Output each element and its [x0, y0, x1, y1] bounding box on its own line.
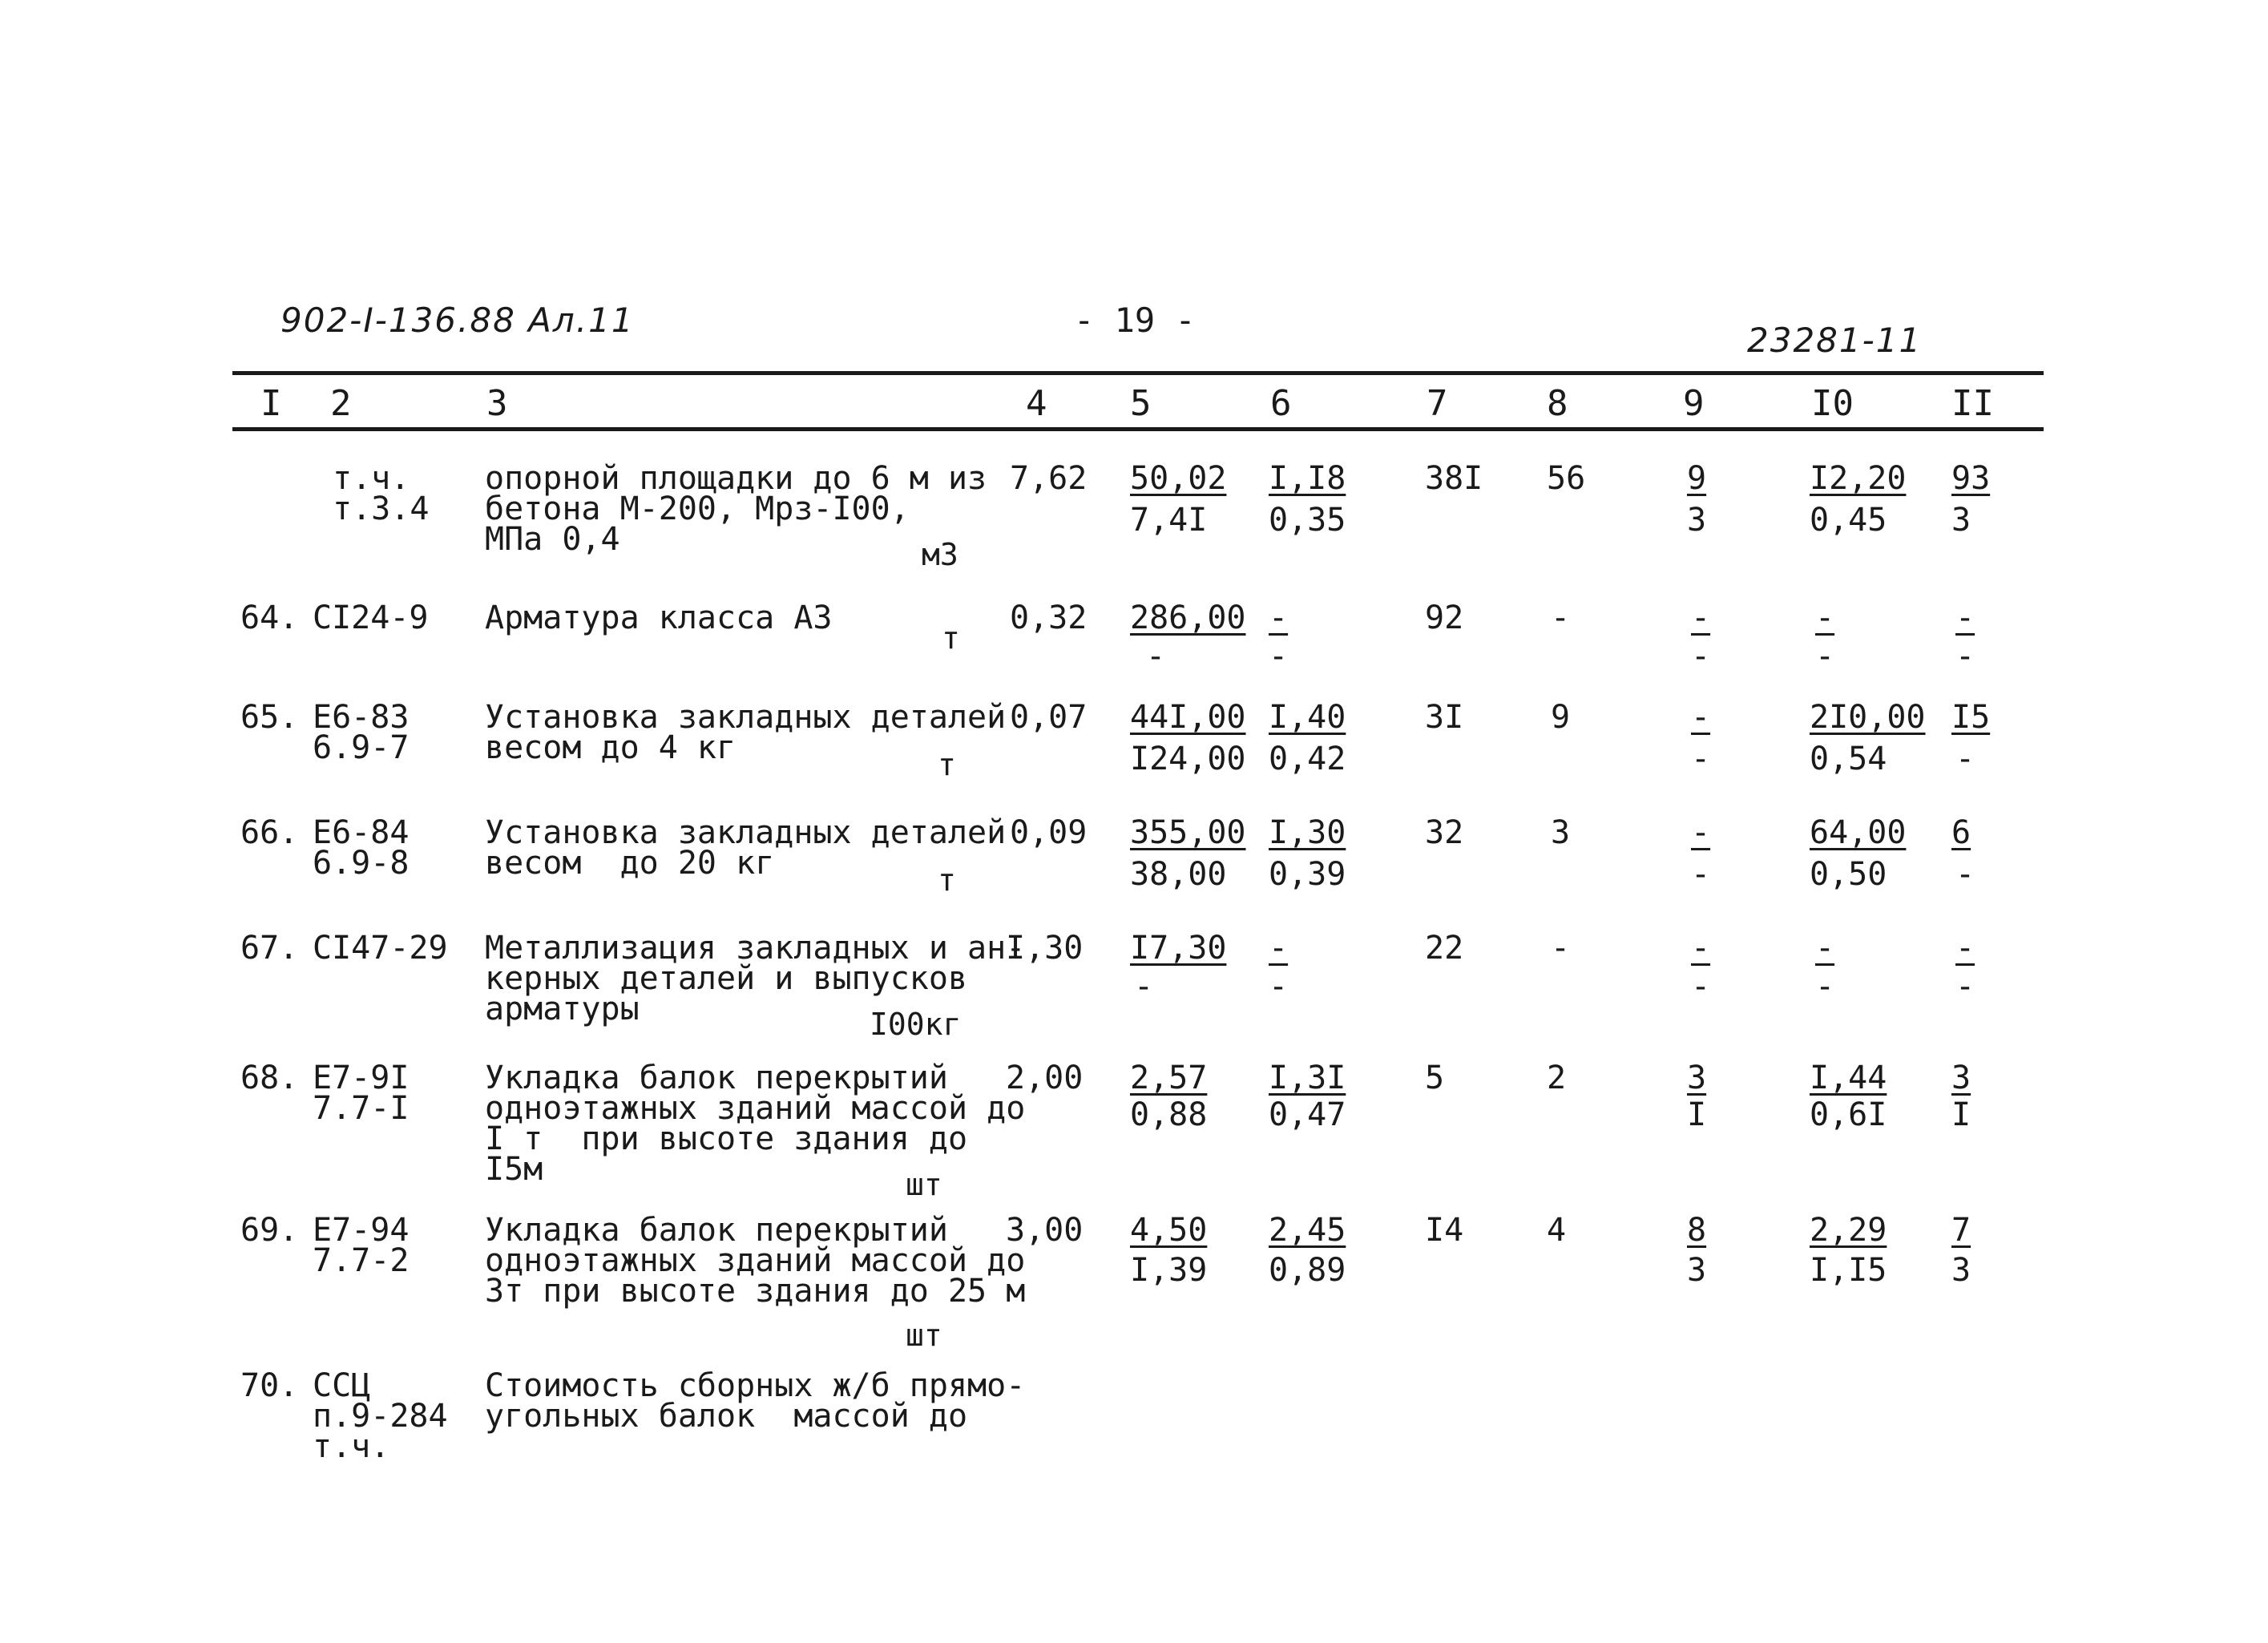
col10-bottom: 0,6I	[1810, 1096, 1887, 1133]
row-description: Установка закладных деталей весом до 4 кг	[485, 699, 1007, 766]
col11-top: 7	[1951, 1212, 1971, 1249]
row-unit: т	[938, 862, 956, 898]
col11-top: 6	[1951, 814, 1971, 851]
col9-top: 9	[1687, 460, 1707, 497]
row-code: СI24-9	[313, 599, 429, 636]
table-top-rule	[232, 371, 2044, 375]
col6-top: I,30	[1269, 814, 1346, 851]
col6-top: I,3I	[1269, 1060, 1346, 1096]
col6-top: -	[1269, 930, 1289, 967]
col11-bottom: -	[1955, 741, 1975, 777]
col5-top: 4,50	[1130, 1212, 1208, 1249]
col9-top: -	[1691, 699, 1711, 736]
col8-value: 4	[1547, 1212, 1567, 1249]
col7-value: 3I	[1425, 699, 1464, 736]
col10-bottom: -	[1815, 638, 1835, 675]
column-header-7: 7	[1427, 383, 1448, 424]
row-number: 69.	[240, 1212, 299, 1249]
col6-top: -	[1269, 599, 1289, 636]
col11-top: 93	[1951, 460, 1991, 497]
column-header-4: 4	[1026, 383, 1047, 424]
row-description: Стоимость сборных ж/б прямо- угольных балок массой до	[485, 1367, 1026, 1435]
col5-bottom: I,39	[1130, 1252, 1208, 1289]
col5-top: 2,57	[1130, 1060, 1208, 1096]
col11-bottom: -	[1955, 968, 1975, 1005]
row-quantity: 0,32	[1010, 599, 1088, 636]
col5-bottom: 7,4I	[1130, 502, 1208, 539]
col11-bottom: 3	[1951, 1252, 1971, 1289]
col9-bottom: 3	[1687, 1252, 1707, 1289]
column-header-8: 8	[1547, 383, 1568, 424]
col5-top: 50,02	[1130, 460, 1227, 497]
column-header-11: II	[1951, 383, 1994, 424]
col6-bottom: 0,35	[1269, 502, 1346, 539]
column-header-6: 6	[1270, 383, 1292, 424]
col10-top: 2,29	[1810, 1212, 1887, 1249]
col8-value: -	[1551, 930, 1571, 967]
col11-bottom: I	[1951, 1096, 1971, 1133]
col11-top: 3	[1951, 1060, 1971, 1096]
row-code: СI47-29	[313, 930, 448, 967]
col9-bottom: -	[1691, 741, 1711, 777]
col9-bottom: I	[1687, 1096, 1707, 1133]
col10-bottom: 0,50	[1810, 856, 1887, 893]
col6-top: I,I8	[1269, 460, 1346, 497]
col11-bottom: -	[1955, 856, 1975, 893]
row-unit: шт	[906, 1167, 942, 1202]
row-quantity: 7,62	[1010, 460, 1088, 497]
row-code: ССЦ п.9-284 т.ч.	[313, 1367, 448, 1465]
row-unit: т	[942, 620, 960, 656]
col6-top: 2,45	[1269, 1212, 1346, 1249]
col6-bottom: 0,89	[1269, 1252, 1346, 1289]
row-quantity: 0,07	[1010, 699, 1088, 736]
col5-bottom: 38,00	[1130, 856, 1227, 893]
col5-bottom: I24,00	[1130, 741, 1246, 777]
row-quantity: 3,00	[1006, 1212, 1084, 1249]
row-unit: I00кг	[870, 1007, 962, 1042]
col6-bottom: -	[1269, 638, 1289, 675]
col11-top: -	[1955, 599, 1975, 636]
col10-top: 2I0,00	[1810, 699, 1926, 736]
col8-value: 9	[1551, 699, 1571, 736]
row-description: Металлизация закладных и ан- керных деталей и выпусков арматуры	[485, 930, 1026, 1027]
col7-value: 5	[1425, 1060, 1445, 1096]
col10-top: -	[1815, 930, 1835, 967]
row-quantity: I,30	[1006, 930, 1084, 967]
col10-top: I2,20	[1810, 460, 1907, 497]
row-code: Е6-84 6.9-8	[313, 814, 410, 882]
col9-top: 3	[1687, 1060, 1707, 1096]
col9-top: -	[1691, 814, 1711, 851]
row-code: Е6-83 6.9-7	[313, 699, 410, 766]
row-quantity: 2,00	[1006, 1060, 1084, 1096]
row-number: 68.	[240, 1060, 299, 1096]
col7-value: I4	[1425, 1212, 1464, 1249]
row-description: Укладка балок перекрытий одноэтажных зданий массой до 3т при высоте здания до 25 м	[485, 1212, 1026, 1310]
column-header-2: 2	[330, 383, 352, 424]
col6-top: I,40	[1269, 699, 1346, 736]
row-code: Е7-94 7.7-2	[313, 1212, 410, 1279]
row-quantity: 0,09	[1010, 814, 1088, 851]
col10-bottom: I,I5	[1810, 1252, 1887, 1289]
row-description: Укладка балок перекрытий одноэтажных зданий массой до I т при высоте здания до I5м	[485, 1060, 1026, 1188]
col6-bottom: 0,47	[1269, 1096, 1346, 1133]
row-unit: м3	[922, 537, 958, 572]
col6-bottom: 0,39	[1269, 856, 1346, 893]
col9-top: -	[1691, 930, 1711, 967]
col9-bottom: 3	[1687, 502, 1707, 539]
column-header-10: I0	[1811, 383, 1854, 424]
row-number: 65.	[240, 699, 299, 736]
col5-top: 355,00	[1130, 814, 1246, 851]
table-header-rule	[232, 427, 2044, 431]
row-unit: шт	[906, 1318, 942, 1353]
row-code: т.ч. т.3.4	[333, 460, 430, 527]
col7-value: 22	[1425, 930, 1464, 967]
row-number: 67.	[240, 930, 299, 967]
row-description: Арматура класса А3	[485, 599, 833, 636]
col10-top: I,44	[1810, 1060, 1887, 1096]
col8-value: 56	[1547, 460, 1586, 497]
col11-bottom: -	[1955, 638, 1975, 675]
row-description: Установка закладных деталей весом до 20 кг	[485, 814, 1007, 882]
col7-value: 32	[1425, 814, 1464, 851]
col10-bottom: 0,54	[1810, 741, 1887, 777]
col9-bottom: -	[1691, 968, 1711, 1005]
col7-value: 92	[1425, 599, 1464, 636]
col8-value: -	[1551, 599, 1571, 636]
col11-top: -	[1955, 930, 1975, 967]
row-number: 70.	[240, 1367, 299, 1404]
row-number: 64.	[240, 599, 299, 636]
col8-value: 2	[1547, 1060, 1567, 1096]
col5-bottom: -	[1134, 968, 1154, 1005]
row-number: 66.	[240, 814, 299, 851]
col10-top: -	[1815, 599, 1835, 636]
col5-top: I7,30	[1130, 930, 1227, 967]
archive-number: 23281-11	[1747, 321, 1923, 360]
row-code: Е7-9I 7.7-I	[313, 1060, 410, 1127]
col10-top: 64,00	[1810, 814, 1907, 851]
col8-value: 3	[1551, 814, 1571, 851]
col11-top: I5	[1951, 699, 1991, 736]
col6-bottom: -	[1269, 968, 1289, 1005]
col9-bottom: -	[1691, 856, 1711, 893]
col9-top: 8	[1687, 1212, 1707, 1249]
col11-bottom: 3	[1951, 502, 1971, 539]
page-number: - 19 -	[1074, 301, 1196, 340]
document-code: 902-I-136.88 Ал.11	[280, 301, 635, 340]
col10-bottom: 0,45	[1810, 502, 1887, 539]
col9-bottom: -	[1691, 638, 1711, 675]
row-unit: т	[938, 747, 956, 782]
col7-value: 38I	[1425, 460, 1483, 497]
col5-bottom: -	[1146, 638, 1166, 675]
column-header-3: 3	[486, 383, 508, 424]
col5-bottom: 0,88	[1130, 1096, 1208, 1133]
column-header-9: 9	[1683, 383, 1705, 424]
col5-top: 44I,00	[1130, 699, 1246, 736]
col6-bottom: 0,42	[1269, 741, 1346, 777]
column-header-5: 5	[1130, 383, 1152, 424]
col9-top: -	[1691, 599, 1711, 636]
col10-bottom: -	[1815, 968, 1835, 1005]
col5-top: 286,00	[1130, 599, 1246, 636]
column-header-1: I	[260, 383, 282, 424]
row-description: опорной площадки до 6 м из бетона М-200, Мрз-I00, МПа 0,4	[485, 460, 987, 558]
